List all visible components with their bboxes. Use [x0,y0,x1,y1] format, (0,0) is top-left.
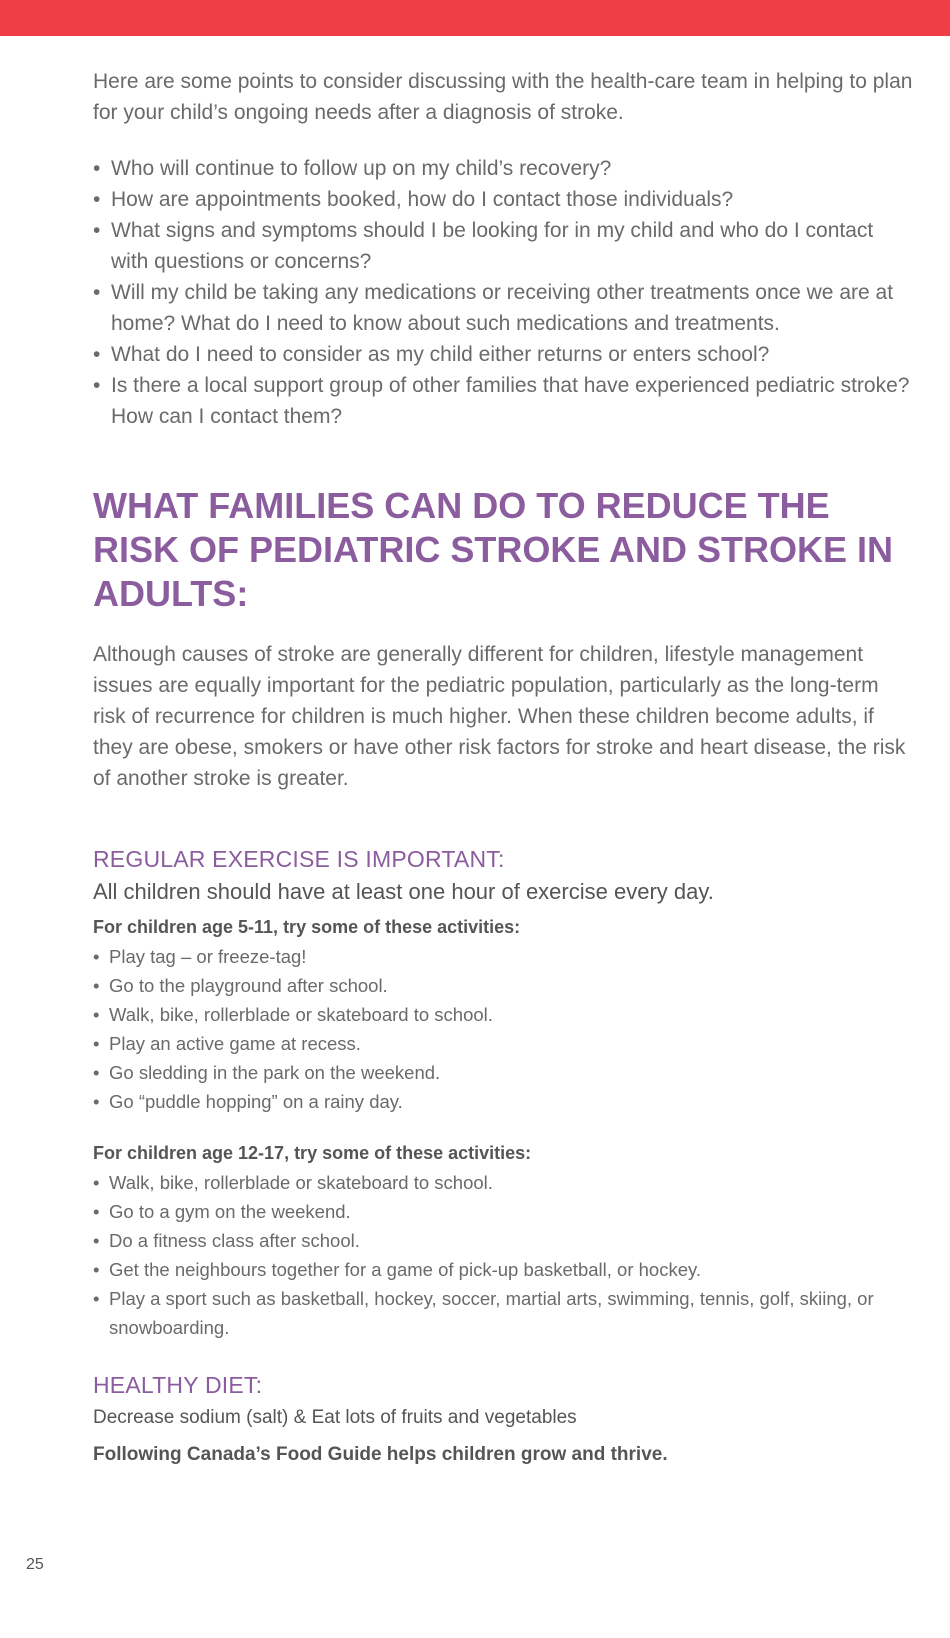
intro-paragraph: Here are some points to consider discussing with the health-care team in helping to plan for your child’s ongoing needs after a diagnosis of stroke. [93,70,913,124]
list-item: • What signs and symptoms should I be looking for in my child and who do I contact with questions or concerns? [93,215,913,277]
age-12-17-activities [93,1168,913,1342]
list-item: • Go sledding in the park on the weekend. [93,1058,913,1087]
list-item: • Walk, bike, rollerblade or skateboard to school. [93,1000,913,1029]
risk-paragraph: Although causes of stroke are generally different for children, lifestyle management issues are equally important for the pediatric population, particularly as the long-term risk of recurrence for children is much higher. When these children become adults, if they are obese, smokers or have other risk factors for stroke and heart disease, the risk of another stroke is greater. [93,643,906,790]
discussion-questions-list [93,153,913,432]
list-item: • Do a fitness class after school. [93,1226,913,1255]
list-item: • Who will continue to follow up on my child’s recovery? [93,153,913,184]
list-item: • How are appointments booked, how do I contact those individuals? [93,184,913,215]
page-number: 25 [26,1556,44,1573]
age-12-17-heading: For children age 12-17, try some of these activities: [93,1143,532,1163]
age-5-11-heading: For children age 5-11, try some of these activities: [93,917,521,937]
exercise-subheading: REGULAR EXERCISE IS IMPORTANT: [93,846,505,872]
list-item: • Walk, bike, rollerblade or skateboard to school. [93,1168,913,1197]
list-item: • Will my child be taking any medications or receiving other treatments once we are at home? What do I need to know about such medications and treatments. [93,277,913,339]
list-item: • Play tag – or freeze-tag! [93,942,913,971]
food-guide-line: Following Canada’s Food Guide helps children grow and thrive. [93,1444,668,1465]
list-item: • Play an active game at recess. [93,1029,913,1058]
diet-subheading: HEALTHY DIET: [93,1372,263,1398]
exercise-lead: All children should have at least one hour of exercise every day. [93,879,714,904]
list-item: • What do I need to consider as my child either returns or enters school? [93,339,913,370]
diet-line: Decrease sodium (salt) & Eat lots of fruits and vegetables [93,1407,577,1428]
section-heading: WHAT FAMILIES CAN DO TO REDUCE THE RISK OF PEDIATRIC STROKE AND STROKE IN ADULTS: [93,485,894,614]
list-item: • Is there a local support group of other families that have experienced pediatric stroke? How can I contact them? [93,370,913,432]
list-item: • Go to the playground after school. [93,971,913,1000]
list-item: • Play a sport such as basketball, hockey, soccer, martial arts, swimming, tennis, golf, skiing, or snowboarding. [93,1284,913,1342]
list-item: • Go to a gym on the weekend. [93,1197,913,1226]
list-item: • Get the neighbours together for a game of pick-up basketball, or hockey. [93,1255,913,1284]
top-accent-bar [0,0,950,36]
age-5-11-activities [93,942,913,1116]
page-content [93,66,913,1470]
list-item: • Go “puddle hopping” on a rainy day. [93,1087,913,1116]
